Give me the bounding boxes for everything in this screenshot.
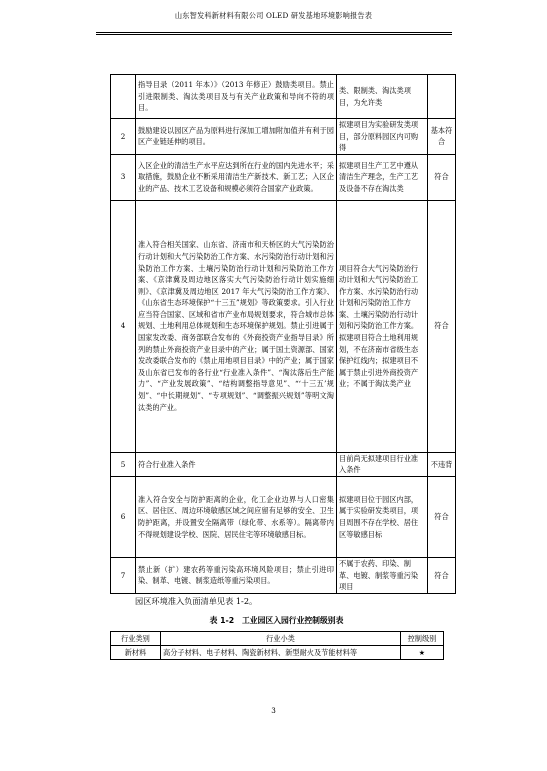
header-industry-category: 行业类别 [111, 632, 161, 646]
row-number: 7 [111, 557, 136, 593]
header-control-level: 控制级别 [401, 632, 444, 646]
row-number: 6 [111, 476, 136, 557]
row-number: 4 [111, 200, 136, 452]
project-status-text: 项目符合大气污染防治行动计划和大气污染防治工作方案、水污染防治行动计划和污染防治工作方案、土壤污染防治行动计划和污染防治工作方案。拟建项目符合土地利用规划，不在济南市省级生态保护红线内；拟建项目不属于禁止引进外商投资产业；不属于淘汰类产业 [337, 200, 428, 452]
control-level-star: ★ [401, 646, 444, 660]
negative-list-note: 园区环境准入负面清单见表 1-2。 [135, 596, 258, 606]
table-row [111, 646, 444, 660]
project-status-text: 拟建项目生产工艺中遵从清洁生产理念，生产工艺及设备不存在淘汰类 [337, 154, 428, 200]
table-row [111, 154, 456, 200]
compliance-status: 符合 [428, 200, 456, 452]
table-row [111, 119, 456, 155]
compliance-status: 符合 [428, 557, 456, 593]
industry-control-table [110, 631, 444, 660]
compliance-status: 符合 [428, 476, 456, 557]
table-header-row [111, 632, 444, 646]
industry-subtypes: 高分子材料、电子材料、陶瓷新材料、新型耐火及节能材料等 [161, 646, 401, 660]
project-status-text: 目前尚无拟建项目行业准入条件 [337, 452, 428, 476]
table-row [111, 476, 456, 557]
requirements-table [110, 74, 456, 594]
header-rule-thin [96, 34, 452, 35]
page-number: 3 [271, 706, 276, 715]
table-caption: 表 1-2 工业园区入园行业控制级别表 [209, 616, 344, 625]
row-number: 3 [111, 154, 136, 200]
requirement-text: 禁止新（扩）建农药等重污染高环境风险项目；禁止引进印染、制革、电镀、制浆造纸等重污染项目。 [136, 557, 337, 593]
row-number [111, 75, 136, 119]
table-row [111, 75, 456, 119]
compliance-status [428, 75, 456, 119]
requirement-text: 指导目录（2011 年本）》（2013 年修正）鼓励类项目。禁止引进限制类、淘汰类项目及与有关产业政策和导向不符的项目。 [136, 75, 337, 119]
project-status-text: 拟建项目为实验研发类项目，部分原料园区内可购得 [337, 119, 428, 155]
project-status-text: 类、限制类、淘汰类项目，为允许类 [337, 75, 428, 119]
table-row [111, 452, 456, 476]
requirement-text: 准入符合安全与防护距离的企业，化工企业边界与人口密集区、居住区、周边环境敏感区域之间应留有足够的安全、卫生防护距离，并设置安全隔离带（绿化带、水系等）。隔离带内不得规划建设学校、医院、居民住宅等环境敏感目标。 [136, 476, 337, 557]
table-row [111, 200, 456, 452]
requirement-text: 准入符合相关国家、山东省、济南市和天桥区的大气污染防治行动计划和大气污染防治工作方案、水污染防治行动计划和污染防治工作方案、土壤污染防治行动计划和污染防治工作方案、《京津冀及周边地区落实大气污染防治行动计划实施细则》、《京津冀及周边地区 2017 年大气污染防治工作方案》、《山东省生态环境保护“十三五”规划》等政策要求。引入行业应当符合国家、区域和省市产业布局规划要求，符合城市总体规划、土地利用总体规划和生态环境保护规划。禁止引进属于国家发改委、商务部联合发布的《外商投资产业指导目录》所列的禁止外商投资产业目录中的产业；属于国土资源部、国家发改委联合发布的《禁止用地项目目录》中的产业；属于国家及山东省已发布的各行业“行业准入条件”、“淘汰落后生产能力”、“产业发展政策”、“结构调整指导意见”、“‘十三五’规划”、“中长期规划”、“专项规划”、“调整振兴规划”等明文淘汰类的产业。 [136, 200, 337, 452]
requirement-text: 符合行业准入条件 [136, 452, 337, 476]
requirement-text: 鼓励建设以园区产品为原料进行深加工增加附加值并有利于园区产业链延伸的项目。 [136, 119, 337, 155]
row-number: 5 [111, 452, 136, 476]
compliance-status: 符合 [428, 154, 456, 200]
header-industry-subtype: 行业小类 [161, 632, 401, 646]
table-row [111, 557, 456, 593]
row-number: 2 [111, 119, 136, 155]
header-rule [96, 32, 452, 33]
project-status-text: 拟建项目位于园区内部，属于实验研发类项目，项目周围不存在学校、居住区等敏感目标 [337, 476, 428, 557]
project-status-text: 不属于农药、印染、制革、电镀、制浆等重污染项目 [337, 557, 428, 593]
page-header: 山东智发科新材料有限公司 OLED 研发基地环境影响报告表 [174, 11, 373, 20]
industry-category: 新材料 [111, 646, 161, 660]
compliance-status: 不违背 [428, 452, 456, 476]
compliance-status: 基本符合 [428, 119, 456, 155]
requirement-text: 入区企业的清洁生产水平应达到所在行业的国内先进水平；采取措施，鼓励企业不断采用清洁生产新技术、新工艺；入区企业的产品、技术工艺设备和规模必须符合国家产业政策。 [136, 154, 337, 200]
